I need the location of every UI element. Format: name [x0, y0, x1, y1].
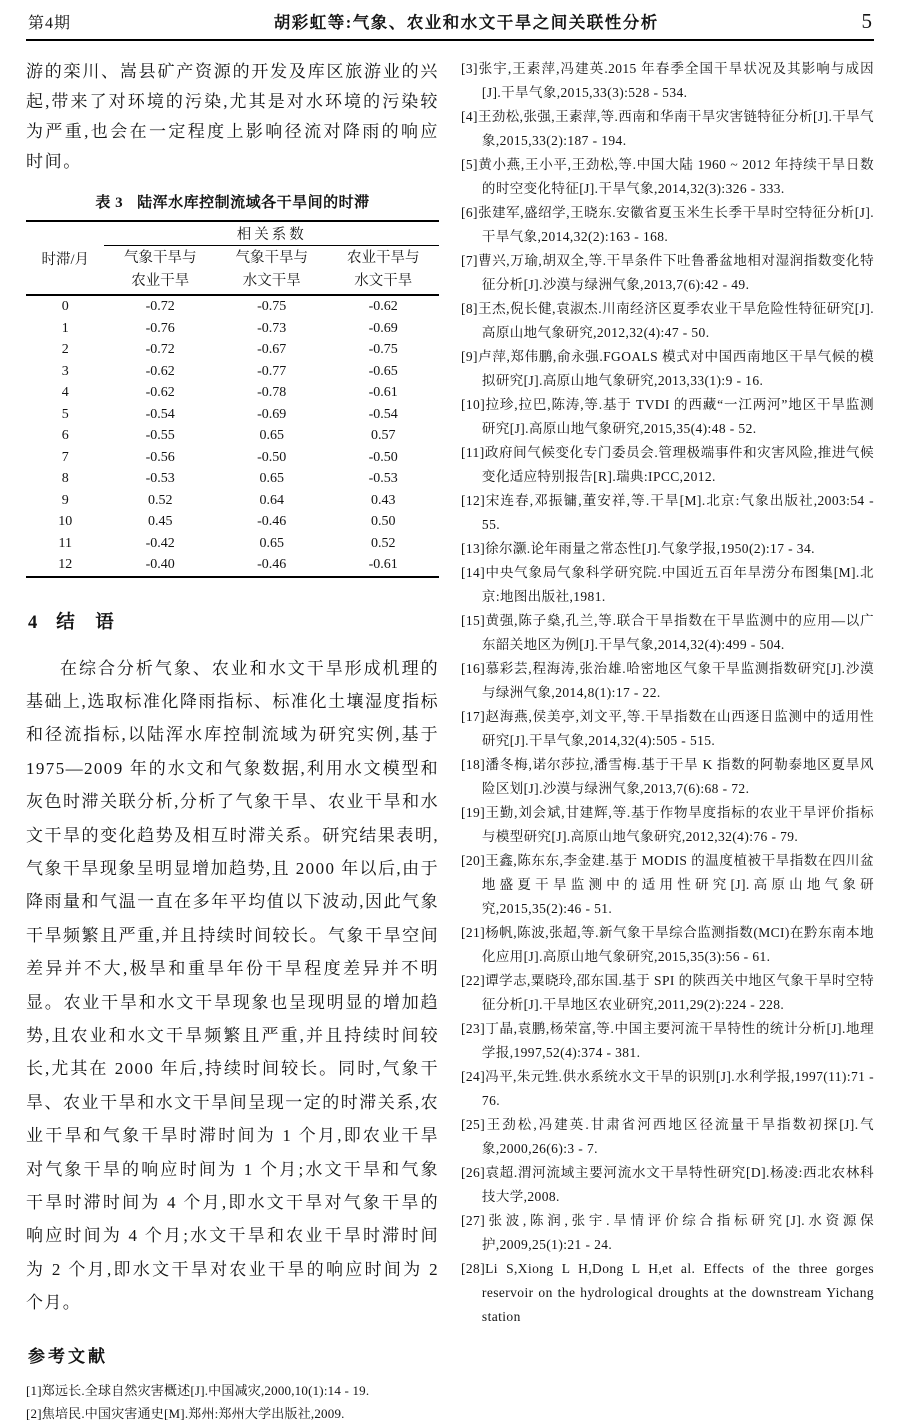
table-cell: -0.62 — [145, 385, 175, 400]
table-cell: -0.46 — [257, 557, 287, 572]
two-column-body — [26, 57, 874, 1425]
table-cell: 8 — [61, 471, 69, 486]
table-cell: 9 — [61, 492, 69, 508]
table-row-header: 时滞/月 — [26, 221, 104, 295]
conclusion-paragraph: 在综合分析气象、农业和水文干旱形成机理的基础上,选取标准化降雨指标、标准化土壤湿度指标和径流指标,以陆浑水库控制流域为研究实例,基于 1975—2009 年的水文和气象数据,利用水文模型和灰色时滞关联分析,分析了气象干旱、农业干旱和水文干旱的变化趋势及相互时滞关系。研究结果表明,气象干旱现象呈明显增加趋势,且 2000 年以后,由于降雨量和气温一直在多年平均值以下波动,因此气象干旱频繁且严重,并且持续时间较长。气象干旱空间差异并不大,极旱和重旱年份干旱程度差异并不明显。农业干旱和水文干旱现象也呈现明显的增加趋势,且农业和水文干旱频繁且严重,并且持续时间较长,尤其在 2000 年后,持续时间较长。同时,气象干旱、农业干旱和水文干旱间呈现一定的时滞关系,农业干旱和气象干旱时滞时间为 1 个月,即农业干旱对气象干旱的响应时间为 1 个月;水文干旱和气象干旱时滞时间为 4 个月,即水文干旱对气象干旱的响应时间为 4 个月;水文干旱和农业干旱时滞时间为 2 个月,即水文干旱对农业干旱的响应时间为 2 个月。 — [26, 658, 439, 1313]
table-row — [26, 554, 439, 577]
table-cell: 0.65 — [259, 535, 284, 551]
intro-paragraph: 游的栾川、嵩县矿产资源的开发及库区旅游业的兴起,带来了对环境的污染,尤其是对水环境的污染较为严重,也会在一定程度上影响径流对降雨的响应时间。 — [26, 62, 439, 171]
table-row — [26, 404, 439, 426]
table-row — [26, 339, 439, 361]
table-cell: -0.50 — [368, 449, 398, 465]
section-title: 结 语 — [56, 612, 115, 633]
table-cell: -0.46 — [257, 514, 287, 529]
table-cell: -0.42 — [145, 535, 175, 551]
table-cell: -0.62 — [368, 299, 398, 314]
reference-item: [28]Li S,Xiong L H,Dong L H,et al. Effects of the three gorges reservoir on the hydrological droughts at the downstream Yichang station — [461, 1261, 874, 1324]
reference-item: [24]冯平,朱元甡.供水系统水文干旱的识别[J].水利学报,1997(11):71 - 76. — [461, 1069, 874, 1108]
table-cell: 0.65 — [259, 428, 284, 443]
reference-item: [18]潘冬梅,诺尔莎拉,潘雪梅.基于干旱 K 指数的阿勒泰地区夏旱风险区划[J].沙漠与绿洲气象,2013,7(6):68 - 72. — [461, 757, 874, 796]
reference-item: [10]拉珍,拉巴,陈涛,等.基于 TVDI 的西藏“一江两河”地区干旱监测研究[J].高原山地气象研究,2015,35(4):48 - 52. — [461, 397, 874, 436]
table-row — [26, 468, 439, 490]
reference-item: [22]谭学志,粟晓玲,邵东国.基于 SPI 的陕西关中地区气象干旱时空特征分析[J].干旱地区农业研究,2011,29(2):224 - 228. — [461, 973, 874, 1012]
table-cell: 1 — [61, 320, 69, 336]
reference-item: [16]慕彩芸,程海涛,张治雄.哈密地区气象干旱监测指数研究[J].沙漠与绿洲气象,2014,8(1):17 - 22. — [461, 661, 874, 700]
col-header-line: 农业干旱 — [131, 273, 190, 289]
page-header — [26, 0, 874, 41]
table-cell: 0.50 — [370, 514, 396, 529]
table-cell: -0.69 — [368, 320, 398, 336]
table-cell: -0.53 — [368, 471, 398, 486]
table-row — [26, 447, 439, 469]
section-number: 4 — [28, 612, 39, 633]
table-cell: -0.73 — [257, 320, 287, 336]
table-cell: -0.62 — [145, 363, 175, 379]
journal-issue: 第4期 — [28, 15, 72, 32]
reference-item: [1]郑远长.全球自然灾害概述[J].中国减灾,2000,10(1):14 - 19. — [26, 1382, 370, 1398]
reference-item: [3]张宇,王素萍,冯建英.2015 年春季全国干旱状况及其影响与成因[J].干旱气象,2015,33(3):528 - 534. — [461, 61, 874, 100]
table-cell: -0.61 — [368, 385, 398, 400]
table-cell: 3 — [61, 363, 69, 379]
section-heading-conclusion — [28, 608, 439, 634]
col-header-line: 气象干旱与 — [235, 250, 308, 266]
table-cell: -0.72 — [145, 299, 175, 314]
table-cell: -0.54 — [145, 406, 175, 422]
col-header-line: 水文干旱 — [242, 273, 301, 289]
col-header-line: 水文干旱 — [354, 273, 413, 289]
table-cell: 0.43 — [370, 492, 396, 508]
table-cell: -0.75 — [257, 299, 287, 314]
table-cell: 0.52 — [370, 535, 396, 551]
table-cell: -0.75 — [368, 342, 398, 357]
table-cell: -0.72 — [145, 342, 175, 357]
table-row — [26, 511, 439, 533]
col-header-line: 农业干旱与 — [346, 250, 420, 266]
reference-item: [5]黄小燕,王小平,王劲松,等.中国大陆 1960 ~ 2012 年持续干旱日数的时空变化特征[J].干旱气象,2014,32(3):326 - 333. — [461, 157, 874, 196]
table-cell: 0.52 — [147, 492, 173, 508]
table-row — [26, 425, 439, 447]
table-group-header-row — [26, 221, 439, 246]
table-column-header — [327, 246, 439, 296]
table-cell: -0.69 — [257, 406, 287, 422]
table-cell: 5 — [61, 406, 69, 422]
table-row — [26, 382, 439, 404]
table-cell: 11 — [58, 535, 72, 551]
table-cell: -0.54 — [368, 406, 398, 422]
table-caption-text: 陆浑水库控制流域各干旱间的时滞 — [137, 195, 370, 211]
table-cell: -0.61 — [368, 557, 398, 572]
reference-item: [4]王劲松,张强,王素萍,等.西南和华南干旱灾害链特征分析[J].干旱气象,2015,33(2):187 - 194. — [461, 109, 874, 148]
table-row — [26, 490, 439, 512]
table-cell: -0.67 — [257, 342, 287, 357]
table-cell: 0.45 — [147, 514, 173, 529]
reference-item: [15]黄强,陈子燊,孔兰,等.联合干旱指数在干旱监测中的应用—以广东韶关地区为例[J].干旱气象,2014,32(4):499 - 504. — [461, 613, 874, 652]
reference-item: [6]张建军,盛绍学,王晓东.安徽省夏玉米生长季干旱时空特征分析[J].干旱气象,2014,32(2):163 - 168. — [461, 205, 874, 244]
table-cell: -0.56 — [145, 449, 175, 465]
table-cell: 7 — [61, 449, 69, 465]
table-cell: -0.53 — [145, 471, 175, 486]
reference-item: [12]宋连春,邓振镛,董安祥,等.干旱[M].北京:气象出版社,2003:54 - 55. — [461, 493, 874, 532]
table-cell: 6 — [61, 428, 69, 443]
reference-item: [11]政府间气候变化专门委员会.管理极端事件和灾害风险,推进气候变化适应特别报告[R].瑞典:IPCC,2012. — [461, 445, 874, 484]
table-group-header: 相关系数 — [104, 221, 439, 246]
table-row — [26, 295, 439, 318]
reference-item: [17]赵海燕,侯美亭,刘文平,等.干旱指数在山西逐日监测中的适用性研究[J].干旱气象,2014,32(4):505 - 515. — [461, 709, 874, 748]
table-cell: 4 — [61, 385, 69, 400]
table-cell: 12 — [58, 557, 73, 572]
table-cell: -0.77 — [257, 363, 287, 379]
table-cell: -0.40 — [145, 557, 175, 572]
page-number: 5 — [861, 9, 872, 33]
references-heading: 参考文献 — [28, 1346, 108, 1366]
running-title: 胡彩虹等:气象、农业和水文干旱之间关联性分析 — [273, 13, 659, 32]
reference-item: [19]王勤,刘会斌,甘建辉,等.基于作物旱度指标的农业干旱评价指标与模型研究[J].高原山地气象研究,2012,32(4):76 - 79. — [461, 805, 874, 844]
reference-item: [20]王鑫,陈东东,李金建.基于 MODIS 的温度植被干旱指数在四川盆地盛夏干旱监测中的适用性研究[J].高原山地气象研究,2015,35(2):46 - 51. — [461, 853, 874, 916]
reference-item: [14]中央气象局气象科学研究院.中国近五百年旱涝分布图集[M].北京:地图出版社,1981. — [461, 565, 874, 604]
table-column-header — [104, 246, 216, 296]
table-row — [26, 361, 439, 383]
left-column — [26, 57, 439, 1425]
table-cell: 10 — [58, 514, 73, 529]
table-cell: -0.65 — [368, 363, 398, 379]
reference-item: [9]卢萍,郑伟鹏,俞永强.FGOALS 模式对中国西南地区干旱气候的模拟研究[J].高原山地气象研究,2013,33(1):9 - 16. — [461, 349, 874, 388]
table-cell: -0.55 — [145, 428, 175, 443]
reference-item: [27]张波,陈润,张宇.旱情评价综合指标研究[J].水资源保护,2009,25(1):21 - 24. — [461, 1213, 874, 1252]
reference-item: [26]袁超.渭河流域主要河流水文干旱特性研究[D].杨凌:西北农林科技大学,2008. — [461, 1165, 874, 1204]
table-row — [26, 318, 439, 340]
reference-item: [2]焦培民.中国灾害通史[M].郑州:郑州大学出版社,2009. — [26, 1405, 345, 1421]
table-column-header — [216, 246, 328, 296]
table-cell: -0.78 — [257, 385, 287, 400]
table-cell: 0.57 — [370, 428, 396, 443]
reference-item: [23]丁晶,袁鹏,杨荣富,等.中国主要河流干旱特性的统计分析[J].地理学报,1997,52(4):374 - 381. — [461, 1021, 874, 1060]
table-caption — [26, 191, 439, 212]
reference-item: [21]杨帆,陈波,张超,等.新气象干旱综合监测指数(MCI)在黔东南本地化应用[J].高原山地气象研究,2015,35(3):56 - 61. — [461, 925, 874, 964]
table-row — [26, 533, 439, 555]
table-cell: 0 — [61, 299, 69, 314]
table-cell: 0.64 — [259, 492, 284, 508]
table-cell: 0.65 — [259, 471, 284, 486]
reference-item: [13]徐尔灏.论年雨量之常态性[J].气象学报,1950(2):17 - 34. — [461, 541, 815, 556]
table-cell: -0.76 — [145, 320, 175, 336]
table-caption-label: 表 3 — [95, 195, 124, 211]
reference-item: [8]王杰,倪长健,袁淑杰.川南经济区夏季农业干旱危险性特征研究[J].高原山地气象研究,2012,32(4):47 - 50. — [461, 301, 874, 340]
lag-correlation-table — [26, 220, 439, 578]
col-header-line: 气象干旱与 — [123, 250, 197, 266]
reference-item: [25]王劲松,冯建英.甘肃省河西地区径流量干旱指数初探[J].气象,2000,26(6):3 - 7. — [461, 1117, 874, 1156]
table-cell: 2 — [61, 342, 69, 357]
reference-item: [7]曹兴,万瑜,胡双全,等.干旱条件下吐鲁番盆地相对湿润指数变化特征分析[J].沙漠与绿洲气象,2013,7(6):42 - 49. — [461, 253, 874, 292]
table-cell: -0.50 — [257, 449, 287, 465]
right-column — [461, 57, 874, 1425]
